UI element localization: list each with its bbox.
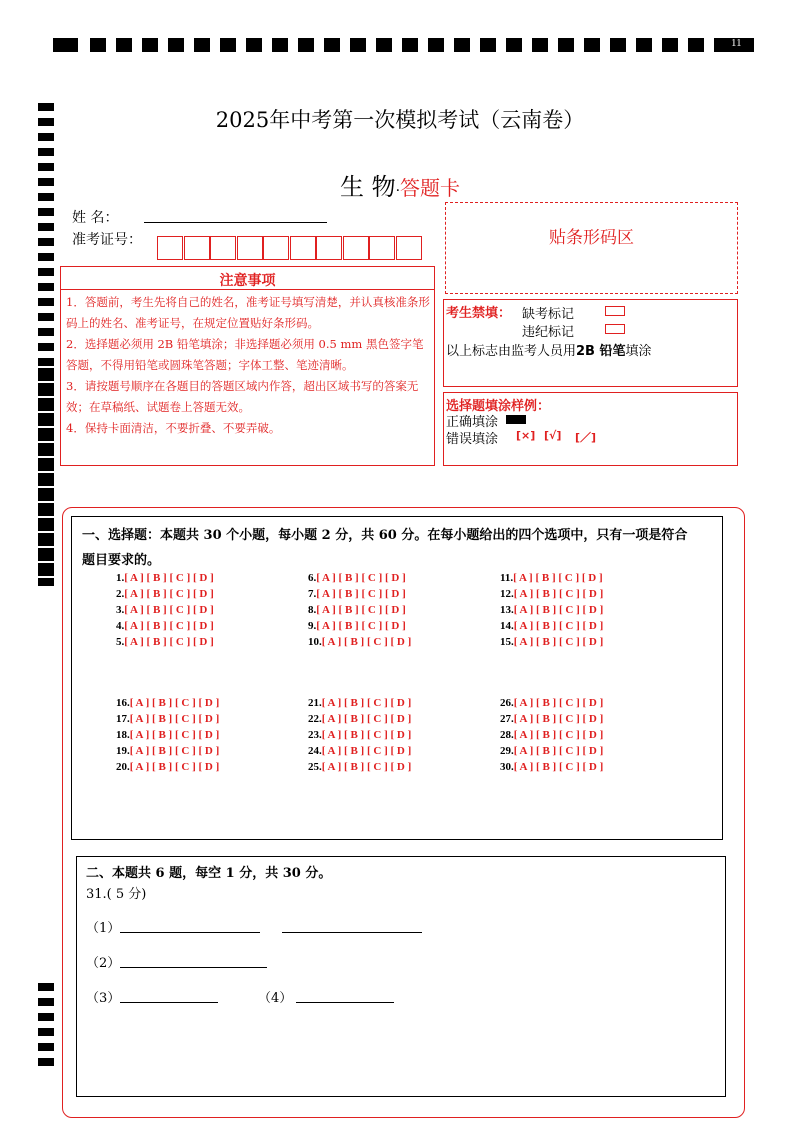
timing-mark	[168, 38, 184, 52]
answer-options[interactable]: [ A ] [ B ] [ C ] [ D ]	[513, 745, 604, 757]
id-digit-box[interactable]	[237, 236, 263, 260]
wrong-mark-3: [／]	[575, 431, 597, 444]
question-31-label: 31.( 5 分)	[86, 887, 147, 902]
violation-mark-label: 违纪标记	[522, 325, 575, 340]
choice-question-16[interactable]	[116, 697, 219, 709]
answer-options[interactable]: [ A ] [ B ] [ C ] [ D ]	[129, 761, 220, 773]
timing-mark	[38, 1043, 54, 1051]
choice-question-25[interactable]	[308, 761, 411, 773]
timing-mark	[272, 38, 288, 52]
blank-1b-field[interactable]	[282, 932, 422, 933]
timing-mark	[38, 488, 54, 496]
answer-options[interactable]: [ A ] [ B ] [ C ] [ D ]	[513, 604, 604, 616]
wrong-mark-1: [×]	[516, 429, 536, 442]
timing-mark	[38, 313, 54, 321]
question-number: 27.	[500, 713, 514, 725]
notice-item-4: 4．保持卡面清洁，不要折叠、不要弄破。	[66, 421, 281, 435]
answer-options[interactable]: [ A ] [ B ] [ C ] [ D ]	[321, 636, 412, 648]
blank-4-label: （4）	[258, 991, 293, 1006]
choice-question-14[interactable]	[500, 620, 603, 632]
answer-options[interactable]: [ A ] [ B ] [ C ] [ D ]	[513, 588, 604, 600]
answer-options[interactable]: [ A ] [ B ] [ C ] [ D ]	[513, 761, 604, 773]
question-number: 19.	[116, 745, 130, 757]
prohibited-note-bold: 2B 铅笔	[576, 344, 626, 359]
blank-3-field[interactable]	[120, 1002, 218, 1003]
timing-mark	[38, 368, 54, 376]
timing-mark	[38, 458, 54, 466]
answer-options[interactable]: [ A ] [ B ] [ C ] [ D ]	[513, 697, 604, 709]
section2-title: 二、本题共 6 题，每空 1 分，共 30 分。	[86, 866, 332, 881]
timing-mark	[38, 283, 54, 291]
choice-question-9[interactable]	[308, 620, 406, 632]
wrong-fill-label: 错误填涂	[446, 432, 499, 447]
timing-mark	[532, 38, 548, 52]
choice-question-12[interactable]	[500, 588, 603, 600]
exam-title: 2025年中考第一次模拟考试（云南卷）	[215, 108, 585, 132]
notice-item-2: 2．选择题必须用 2B 铅笔填涂；非选择题必须用 0.5 mm 黑色签字笔答题，不得用铅笔或圆珠笔答题；字体工整、笔迹清晰。	[66, 337, 424, 372]
timing-mark	[142, 38, 158, 52]
correct-fill-label: 正确填涂	[446, 415, 499, 430]
timing-mark	[558, 38, 574, 52]
timing-mark	[376, 38, 392, 52]
timing-mark	[38, 503, 54, 511]
wrong-mark-2: [√]	[544, 429, 562, 442]
blank-1a-field[interactable]	[120, 932, 260, 933]
timing-mark	[53, 38, 78, 52]
blank-1-label: （1）	[86, 921, 121, 936]
choice-question-30[interactable]	[500, 761, 603, 773]
question-number: 14.	[500, 620, 514, 632]
answer-options[interactable]: [ A ] [ B ] [ C ] [ D ]	[513, 572, 603, 584]
answer-options[interactable]: [ A ] [ B ] [ C ] [ D ]	[321, 761, 412, 773]
subject-name: 生 物	[339, 173, 396, 201]
answer-options[interactable]: [ A ] [ B ] [ C ] [ D ]	[321, 729, 412, 741]
choice-question-10[interactable]	[308, 636, 411, 648]
timing-mark	[38, 443, 54, 451]
timing-mark	[428, 38, 444, 52]
choice-question-6[interactable]	[308, 572, 406, 584]
id-digit-box[interactable]	[290, 236, 316, 260]
timing-mark	[506, 38, 522, 52]
prohibited-label: 考生禁填：	[446, 306, 512, 321]
blank-2-label: （2）	[86, 956, 121, 971]
absent-mark-box[interactable]	[605, 306, 625, 316]
subject-title	[0, 167, 800, 202]
timing-mark	[38, 578, 54, 586]
question-number: 18.	[116, 729, 130, 741]
section1-title-cont: 题目要求的。	[82, 553, 161, 568]
id-digit-box[interactable]	[343, 236, 369, 260]
timing-mark	[116, 38, 132, 52]
answer-options[interactable]: [ A ] [ B ] [ C ] [ D ]	[513, 713, 604, 725]
choice-question-21[interactable]	[308, 697, 411, 709]
timing-mark	[610, 38, 626, 52]
notice-item-3: 3．请按题号顺序在各题目的答题区域内作答，超出区域书写的答案无效；在草稿纸、试题卷上答题无效。	[66, 379, 419, 414]
question-number: 25.	[308, 761, 322, 773]
id-digit-box[interactable]	[184, 236, 210, 260]
question-number: 11.	[500, 572, 514, 584]
choice-question-3[interactable]	[116, 604, 214, 616]
question-number: 1.	[116, 572, 125, 584]
choice-question-27[interactable]	[500, 713, 603, 725]
question-number: 29.	[500, 745, 514, 757]
id-digit-box[interactable]	[157, 236, 183, 260]
question-number: 22.	[308, 713, 322, 725]
question-number: 5.	[116, 636, 125, 648]
prohibited-note	[446, 340, 652, 359]
timing-mark	[38, 358, 54, 366]
question-number: 23.	[308, 729, 322, 741]
question-number: 30.	[500, 761, 514, 773]
answer-options[interactable]: [ A ] [ B ] [ C ] [ D ]	[316, 572, 406, 584]
timing-mark	[90, 38, 106, 52]
choice-question-23[interactable]	[308, 729, 411, 741]
question-number: 15.	[500, 636, 514, 648]
timing-mark	[350, 38, 366, 52]
blank-3-label: （3）	[86, 991, 121, 1006]
timing-mark	[298, 38, 314, 52]
id-digit-box[interactable]	[369, 236, 395, 260]
choice-question-7[interactable]	[308, 588, 406, 600]
section1-title: 一、选择题：本题共 30 个小题，每小题 2 分，共 60 分。在每小题给出的四个选项中，只有一项是符合	[82, 528, 688, 543]
blank-2-field[interactable]	[120, 967, 267, 968]
answer-options[interactable]: [ A ] [ B ] [ C ] [ D ]	[316, 620, 406, 632]
timing-mark	[246, 38, 262, 52]
choice-question-28[interactable]	[500, 729, 603, 741]
timing-mark	[38, 563, 54, 571]
notice-heading: 注意事项	[219, 273, 276, 289]
timing-mark	[38, 983, 54, 991]
choice-question-17[interactable]	[116, 713, 219, 725]
answer-options[interactable]: [ A ] [ B ] [ C ] [ D ]	[513, 636, 604, 648]
timing-mark	[662, 38, 678, 52]
answer-options[interactable]: [ A ] [ B ] [ C ] [ D ]	[129, 745, 220, 757]
id-digit-box[interactable]	[263, 236, 289, 260]
answer-options[interactable]: [ A ] [ B ] [ C ] [ D ]	[124, 620, 214, 632]
answer-options[interactable]: [ A ] [ B ] [ C ] [ D ]	[316, 604, 406, 616]
question-number: 28.	[500, 729, 514, 741]
timing-mark	[38, 133, 54, 141]
timing-mark	[480, 38, 496, 52]
answer-options[interactable]: [ A ] [ B ] [ C ] [ D ]	[124, 588, 214, 600]
prohibited-note-pre: 以上标志由监考人员用	[446, 344, 577, 359]
choice-question-8[interactable]	[308, 604, 406, 616]
question-number: 21.	[308, 697, 322, 709]
answer-options[interactable]: [ A ] [ B ] [ C ] [ D ]	[129, 729, 220, 741]
timing-mark	[38, 298, 54, 306]
id-label: 准考证号：	[72, 232, 142, 248]
choice-question-24[interactable]	[308, 745, 411, 757]
choice-question-22[interactable]	[308, 713, 411, 725]
choice-question-13[interactable]	[500, 604, 603, 616]
timing-mark	[38, 1058, 54, 1066]
timing-mark	[402, 38, 418, 52]
choice-question-4[interactable]	[116, 620, 214, 632]
choice-question-26[interactable]	[500, 697, 603, 709]
page-number-text: 11	[731, 37, 742, 49]
choice-question-2[interactable]	[116, 588, 214, 600]
timing-mark	[584, 38, 600, 52]
absent-mark-label: 缺考标记	[522, 307, 575, 322]
answer-options[interactable]: [ A ] [ B ] [ C ] [ D ]	[124, 636, 214, 648]
answer-options[interactable]: [ A ] [ B ] [ C ] [ D ]	[513, 729, 604, 741]
timing-mark	[38, 998, 54, 1006]
timing-mark	[38, 383, 54, 391]
timing-mark	[38, 398, 54, 406]
blank-4-field[interactable]	[296, 1002, 394, 1003]
timing-mark	[220, 38, 236, 52]
answer-options[interactable]: [ A ] [ B ] [ C ] [ D ]	[316, 588, 406, 600]
question-number: 26.	[500, 697, 514, 709]
choice-question-29[interactable]	[500, 745, 603, 757]
choice-question-1[interactable]	[116, 572, 214, 584]
answer-options[interactable]: [ A ] [ B ] [ C ] [ D ]	[321, 745, 412, 757]
id-digit-box[interactable]	[316, 236, 342, 260]
correct-fill-mark	[506, 415, 526, 424]
timing-mark	[38, 428, 54, 436]
id-digit-box[interactable]	[396, 236, 422, 260]
timing-mark	[194, 38, 210, 52]
timing-mark	[454, 38, 470, 52]
timing-mark	[38, 223, 54, 231]
question-number: 4.	[116, 620, 125, 632]
timing-mark	[38, 268, 54, 276]
notice-item-1: 1．答题前，考生先将自己的姓名，准考证号填写清楚，并认真核准条形码上的姓名、准考证号，在规定位置贴好条形码。	[66, 295, 430, 330]
question-number: 7.	[308, 588, 317, 600]
subject-dot: ·	[395, 183, 401, 199]
prohibited-note-post: 填涂	[625, 344, 652, 359]
timing-mark	[688, 38, 704, 52]
choice-question-19[interactable]	[116, 745, 219, 757]
question-number: 6.	[308, 572, 317, 584]
question-number: 8.	[308, 604, 317, 616]
answer-options[interactable]: [ A ] [ B ] [ C ] [ D ]	[321, 713, 412, 725]
answer-card-label: 答题卡	[400, 176, 461, 200]
question-number: 3.	[116, 604, 125, 616]
barcode-area	[445, 202, 738, 294]
timing-mark	[324, 38, 340, 52]
question-number: 9.	[308, 620, 317, 632]
timing-mark	[38, 208, 54, 216]
section1-box	[71, 516, 723, 840]
timing-mark	[38, 328, 54, 336]
id-digit-box[interactable]	[210, 236, 236, 260]
answer-options[interactable]: [ A ] [ B ] [ C ] [ D ]	[513, 620, 604, 632]
violation-mark-box[interactable]	[605, 324, 625, 334]
answer-options[interactable]: [ A ] [ B ] [ C ] [ D ]	[129, 697, 220, 709]
answer-options[interactable]: [ A ] [ B ] [ C ] [ D ]	[129, 713, 220, 725]
answer-options[interactable]: [ A ] [ B ] [ C ] [ D ]	[321, 697, 412, 709]
question-number: 16.	[116, 697, 130, 709]
answer-options[interactable]: [ A ] [ B ] [ C ] [ D ]	[124, 572, 214, 584]
timing-mark	[38, 1028, 54, 1036]
timing-mark	[38, 473, 54, 481]
name-field[interactable]	[144, 222, 327, 223]
timing-mark	[38, 548, 54, 556]
timing-mark	[38, 1013, 54, 1021]
question-number: 2.	[116, 588, 125, 600]
timing-mark	[38, 518, 54, 526]
question-number: 17.	[116, 713, 130, 725]
name-label: 姓 名：	[72, 210, 119, 226]
timing-mark	[38, 253, 54, 261]
timing-mark	[636, 38, 652, 52]
section2-box	[76, 856, 726, 1097]
timing-mark	[38, 413, 54, 421]
choice-question-5[interactable]	[116, 636, 214, 648]
question-number: 24.	[308, 745, 322, 757]
question-number: 20.	[116, 761, 130, 773]
fill-sample-label: 选择题填涂样例：	[446, 399, 551, 414]
answer-options[interactable]: [ A ] [ B ] [ C ] [ D ]	[124, 604, 214, 616]
question-number: 12.	[500, 588, 514, 600]
choice-question-20[interactable]	[116, 761, 219, 773]
barcode-label: 贴条形码区	[549, 228, 634, 248]
timing-mark	[38, 238, 54, 246]
question-number: 10.	[308, 636, 322, 648]
timing-mark	[38, 343, 54, 351]
timing-mark	[38, 533, 54, 541]
timing-mark	[38, 148, 54, 156]
choice-question-11[interactable]	[500, 572, 603, 584]
question-number: 13.	[500, 604, 514, 616]
choice-question-15[interactable]	[500, 636, 603, 648]
choice-question-18[interactable]	[116, 729, 219, 741]
